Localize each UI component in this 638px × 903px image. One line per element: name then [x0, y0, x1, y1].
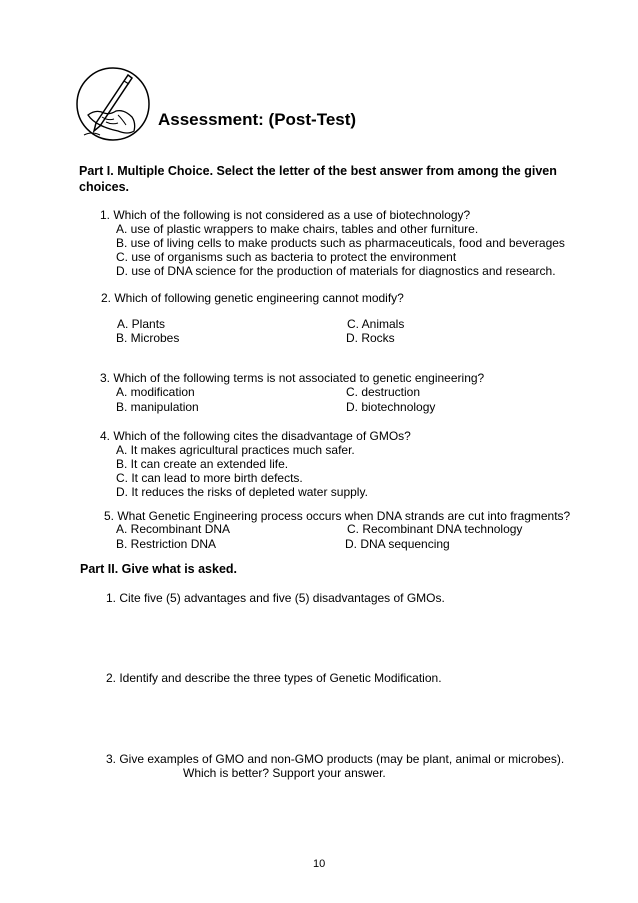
question-5-option-d: D. DNA sequencing [345, 537, 450, 551]
question-5-stem: 5. What Genetic Engineering process occurs when DNA strands are cut into fragments? [104, 509, 571, 523]
question-4-option-b: B. It can create an extended life. [116, 457, 289, 471]
question-2-option-a: A. Plants [117, 317, 166, 331]
question-3-option-d: D. biotechnology [346, 400, 436, 414]
question-4-stem: 4. Which of the following cites the disadvantage of GMOs? [100, 429, 411, 443]
question-1-option-a: A. use of plastic wrappers to make chairs, tables and other furniture. [116, 222, 479, 236]
question-5-option-b: B. Restriction DNA [116, 537, 217, 551]
question-5-option-a: A. Recombinant DNA [116, 522, 231, 536]
question-2-option-d: D. Rocks [346, 331, 395, 345]
question-3-option-a: A. modification [116, 385, 195, 399]
part2-item-3-line2: Which is better? Support your answer. [183, 766, 386, 780]
part2-heading: Part II. Give what is asked. [80, 562, 238, 576]
part1-heading-line1: Part I. Multiple Choice. Select the letter of the best answer from among the given [79, 164, 557, 178]
part2-item-1: 1. Cite five (5) advantages and five (5) disadvantages of GMOs. [106, 591, 445, 605]
question-3-option-b: B. manipulation [116, 400, 199, 414]
question-4-option-c: C. It can lead to more birth defects. [116, 471, 303, 485]
question-3-stem: 3. Which of the following terms is not associated to genetic engineering? [100, 371, 485, 385]
question-1-stem: 1. Which of the following is not considered as a use of biotechnology? [100, 208, 471, 222]
question-2-option-c: C. Animals [347, 317, 405, 331]
question-3-option-c: C. destruction [346, 385, 421, 399]
question-2-option-b: B. Microbes [116, 331, 180, 345]
part2-item-2: 2. Identify and describe the three types of Genetic Modification. [106, 671, 442, 685]
part2-item-3: 3. Give examples of GMO and non-GMO products (may be plant, animal or microbes). [106, 752, 565, 766]
page-number: 10 [313, 858, 326, 870]
question-4-option-d: D. It reduces the risks of depleted water supply. [116, 485, 368, 499]
question-4-option-a: A. It makes agricultural practices much safer. [116, 443, 355, 457]
hand-writing-icon [74, 65, 152, 143]
part1-heading-line2: choices. [79, 180, 130, 194]
page-title: Assessment: (Post-Test) [158, 110, 357, 129]
question-2-stem: 2. Which of following genetic engineering cannot modify? [101, 291, 404, 305]
question-5-option-c: C. Recombinant DNA technology [347, 522, 523, 536]
question-1-option-d: D. use of DNA science for the production of materials for diagnostics and research. [116, 264, 556, 278]
question-1-option-c: C. use of organisms such as bacteria to protect the environment [116, 250, 457, 264]
question-1-option-b: B. use of living cells to make products such as pharmaceuticals, food and beverages [116, 236, 565, 250]
